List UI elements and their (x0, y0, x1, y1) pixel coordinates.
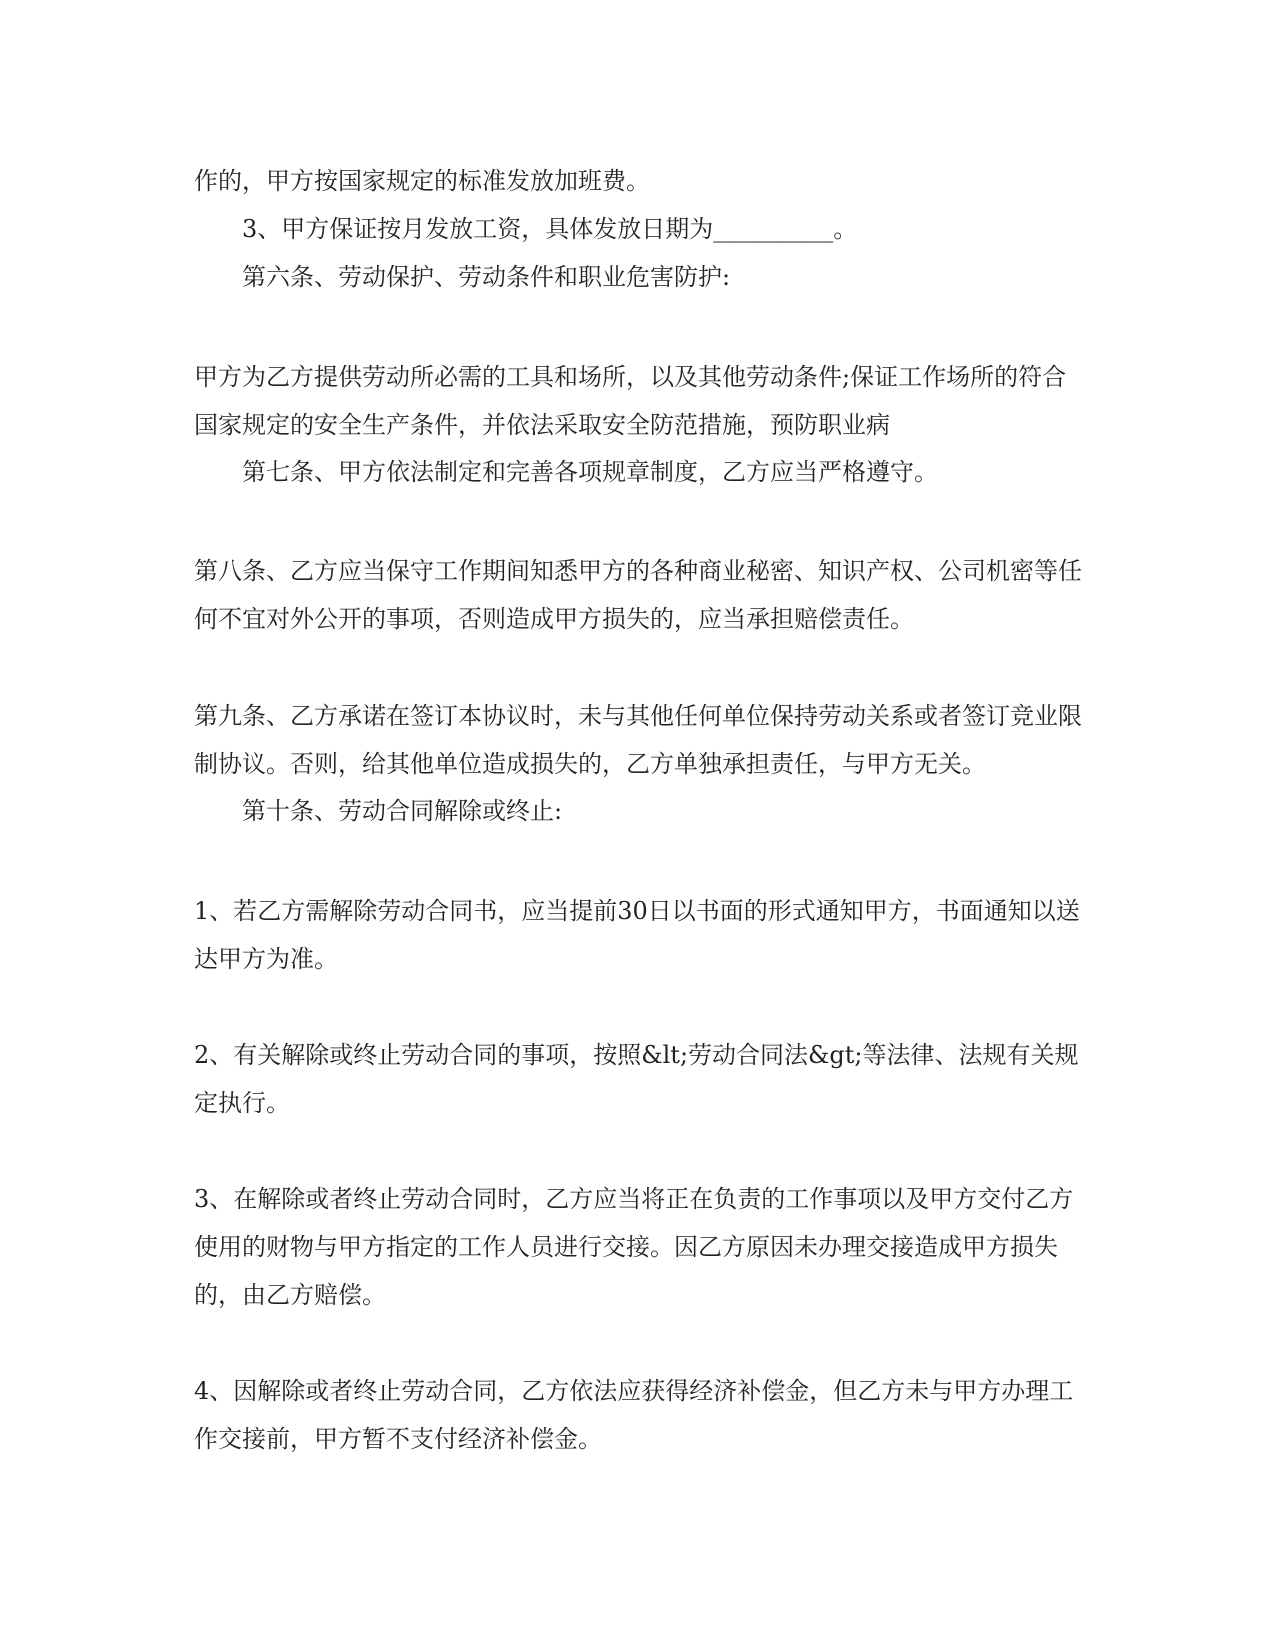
article-9: 第九条、乙方承诺在签订本协议时，未与其他任何单位保持劳动关系或者签订竞业限制协议。否则，给其他单位造成损失的，乙方单独承担责任，与甲方无关。 (194, 702, 1082, 778)
article-7: 第七条、甲方依法制定和完善各项规章制度，乙方应当严格遵守。 (242, 458, 938, 486)
paragraph-overtime-pay: 作的，甲方按国家规定的标准发放加班费。 (194, 167, 650, 195)
article-6-heading: 第六条、劳动保护、劳动条件和职业危害防护: (242, 263, 731, 291)
paragraph-salary-payment: 3、甲方保证按月发放工资，具体发放日期为__________。 (242, 215, 858, 243)
clause-10-1: 1、若乙方需解除劳动合同书，应当提前30日以书面的形式通知甲方，书面通知以送达甲方为准。 (194, 897, 1080, 973)
article-8: 第八条、乙方应当保守工作期间知悉甲方的各种商业秘密、知识产权、公司机密等任何不宜对外公开的事项，否则造成甲方损失的，应当承担赔偿责任。 (194, 557, 1082, 633)
clause-10-3: 3、在解除或者终止劳动合同时，乙方应当将正在负责的工作事项以及甲方交付乙方使用的财物与甲方指定的工作人员进行交接。因乙方原因未办理交接造成甲方损失的，由乙方赔偿。 (194, 1185, 1074, 1309)
paragraph-labor-protection: 甲方为乙方提供劳动所必需的工具和场所，以及其他劳动条件;保证工作场所的符合国家规定的安全生产条件，并依法采取安全防范措施，预防职业病 (194, 363, 1067, 439)
article-10-heading: 第十条、劳动合同解除或终止: (242, 797, 563, 825)
clause-10-2: 2、有关解除或终止劳动合同的事项，按照&lt;劳动合同法&gt;等法律、法规有关规定执行。 (194, 1041, 1079, 1117)
clause-10-4: 4、因解除或者终止劳动合同，乙方依法应获得经济补偿金，但乙方未与甲方办理工作交接前，甲方暂不支付经济补偿金。 (194, 1377, 1074, 1453)
